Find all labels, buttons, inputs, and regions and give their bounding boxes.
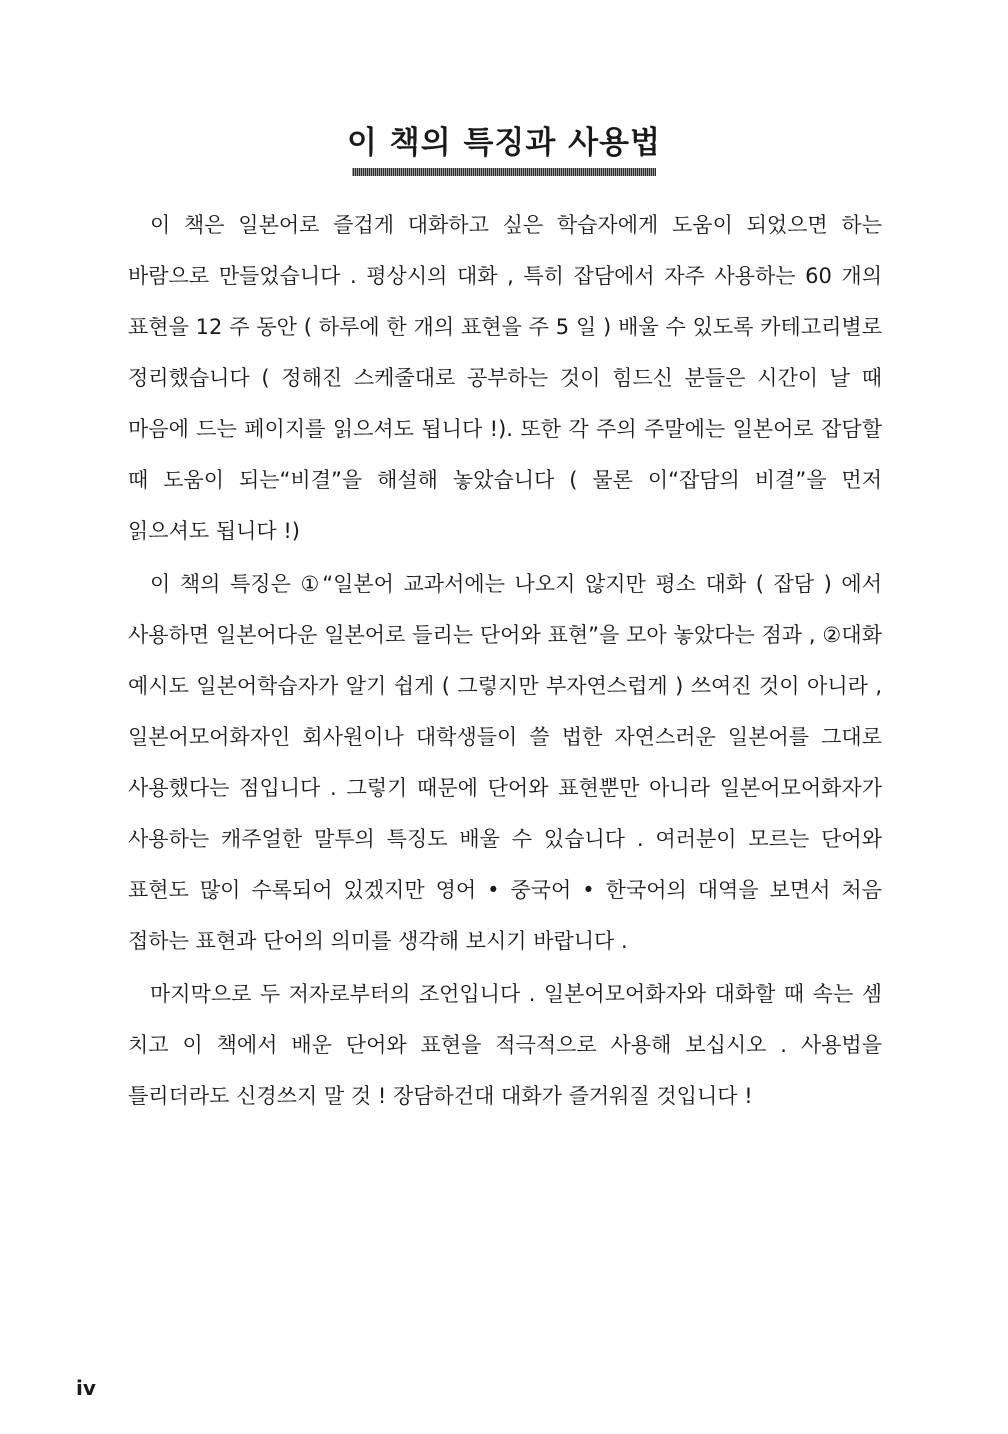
body-text <box>128 200 882 1122</box>
paragraph-features: 이 책의 특징은 ①“일본어 교과서에는 나오지 않지만 평소 대화 ( 잡담 ) 에서 사용하면 일본어다운 일본어로 들리는 단어와 표현”을 모아 놓았다는 점과 , ②대화 예시도 일본어학습자가 알기 쉽게 ( 그렇지만 부자연스럽게 ) 쓰여진 것이 아니라 , 일본어모어화자인 회사원이나 대학생들이 쓸 법한 자연스러운 일본어를 그대로 사용했다는 점입니다 . 그렇기 때문에 단어와 표현뿐만 아니라 일본어모어화자가 사용하는 캐주얼한 말투의 특징도 배울 수 있습니다 . 여러분이 모르는 단어와 표현도 많이 수록되어 있겠지만 영어 • 중국어 • 한국어의 대역을 보면서 처음 접하는 표현과 단어의 의미를 생각해 보시기 바랍니다 . <box>128 572 882 953</box>
page-number: iv <box>76 1376 96 1400</box>
paragraph-intro: 이 책은 일본어로 즐겁게 대화하고 싶은 학습자에게 도움이 되었으면 하는 바람으로 만들었습니다 . 평상시의 대화 , 특히 잡담에서 자주 사용하는 60 개의 표현을 12 주 동안 ( 하루에 한 개의 표현을 주 5 일 ) 배울 수 있도록 카테고리별로 정리했습니다 ( 정해진 스케줄대로 공부하는 것이 힘드신 분들은 시간이 날 때 마음에 드는 페이지를 읽으셔도 됩니다 !). 또한 각 주의 주말에는 일본어로 잡담할 때 도움이 되는“비결”을 해설해 놓았습니다 ( 물론 이“잡담의 비결”을 먼저 읽으셔도 됩니다 !) <box>128 213 882 543</box>
paragraph-advice: 마지막으로 두 저자로부터의 조언입니다 . 일본어모어화자와 대화할 때 속는 셈 치고 이 책에서 배운 단어와 표현을 적극적으로 사용해 보십시오 . 사용법을 틀리더라도 신경쓰지 말 것 ! 장담하건대 대화가 즐거워질 것입니다 ! <box>128 982 882 1108</box>
page-title: 이 책의 특징과 사용법 <box>347 125 661 161</box>
title-underline <box>352 168 656 176</box>
